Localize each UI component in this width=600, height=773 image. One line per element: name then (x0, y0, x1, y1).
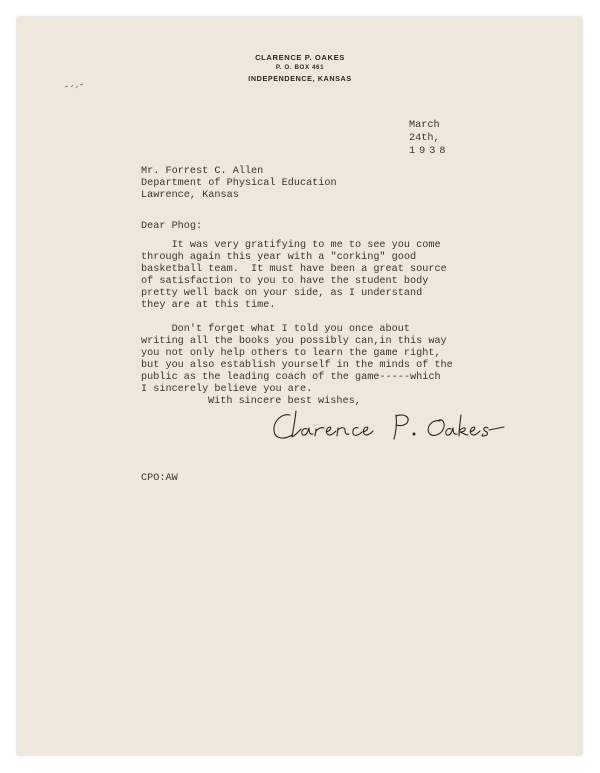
salutation: Dear Phog: (141, 221, 203, 232)
paragraph-line: pretty well back on your side, as I understand (141, 288, 423, 299)
body-paragraph-2 (141, 324, 453, 396)
letterhead (0, 52, 600, 84)
handwritten-signature (268, 407, 506, 447)
date-month: March (409, 120, 440, 131)
letterhead-name: CLARENCE P. OAKES (255, 53, 345, 62)
recipient-location: Lawrence, Kansas (141, 190, 239, 201)
paragraph-line: I sincerely believe you are. (141, 384, 313, 395)
paragraph-line: writing all the books you possibly can,in this way (141, 336, 447, 347)
paragraph-line: of satisfaction to you to have the student body (141, 276, 429, 287)
paragraph-line: through again this year with a "corking" good (141, 252, 417, 263)
recipient-department: Department of Physical Education (141, 178, 337, 189)
paragraph-line: basketball team. It must have been a great source (141, 264, 447, 275)
inside-address (141, 166, 337, 202)
paragraph-line: you not only help others to learn the game right, (141, 348, 441, 359)
paragraph-line: public as the leading coach of the game-----which (141, 372, 441, 383)
paragraph-line: It was very gratifying to me to see you come (141, 240, 441, 251)
date-day: 24th, (409, 133, 440, 144)
date-year: 1938 (409, 146, 450, 157)
letterhead-po-box: P. O. BOX 461 (275, 64, 325, 71)
reference-initials: CPO:AW (141, 473, 178, 484)
paragraph-line: Don't forget what I told you once about (141, 324, 410, 335)
paragraph-line: they are at this time. (141, 300, 276, 311)
letterhead-city: INDEPENDENCE, KANSAS (248, 74, 352, 83)
complimentary-close: With sincere best wishes, (208, 396, 361, 407)
paragraph-line: but you also establish yourself in the minds of the (141, 360, 453, 371)
letter-date (409, 119, 449, 158)
body-paragraph-1 (141, 240, 447, 312)
recipient-name: Mr. Forrest C. Allen (141, 166, 264, 177)
